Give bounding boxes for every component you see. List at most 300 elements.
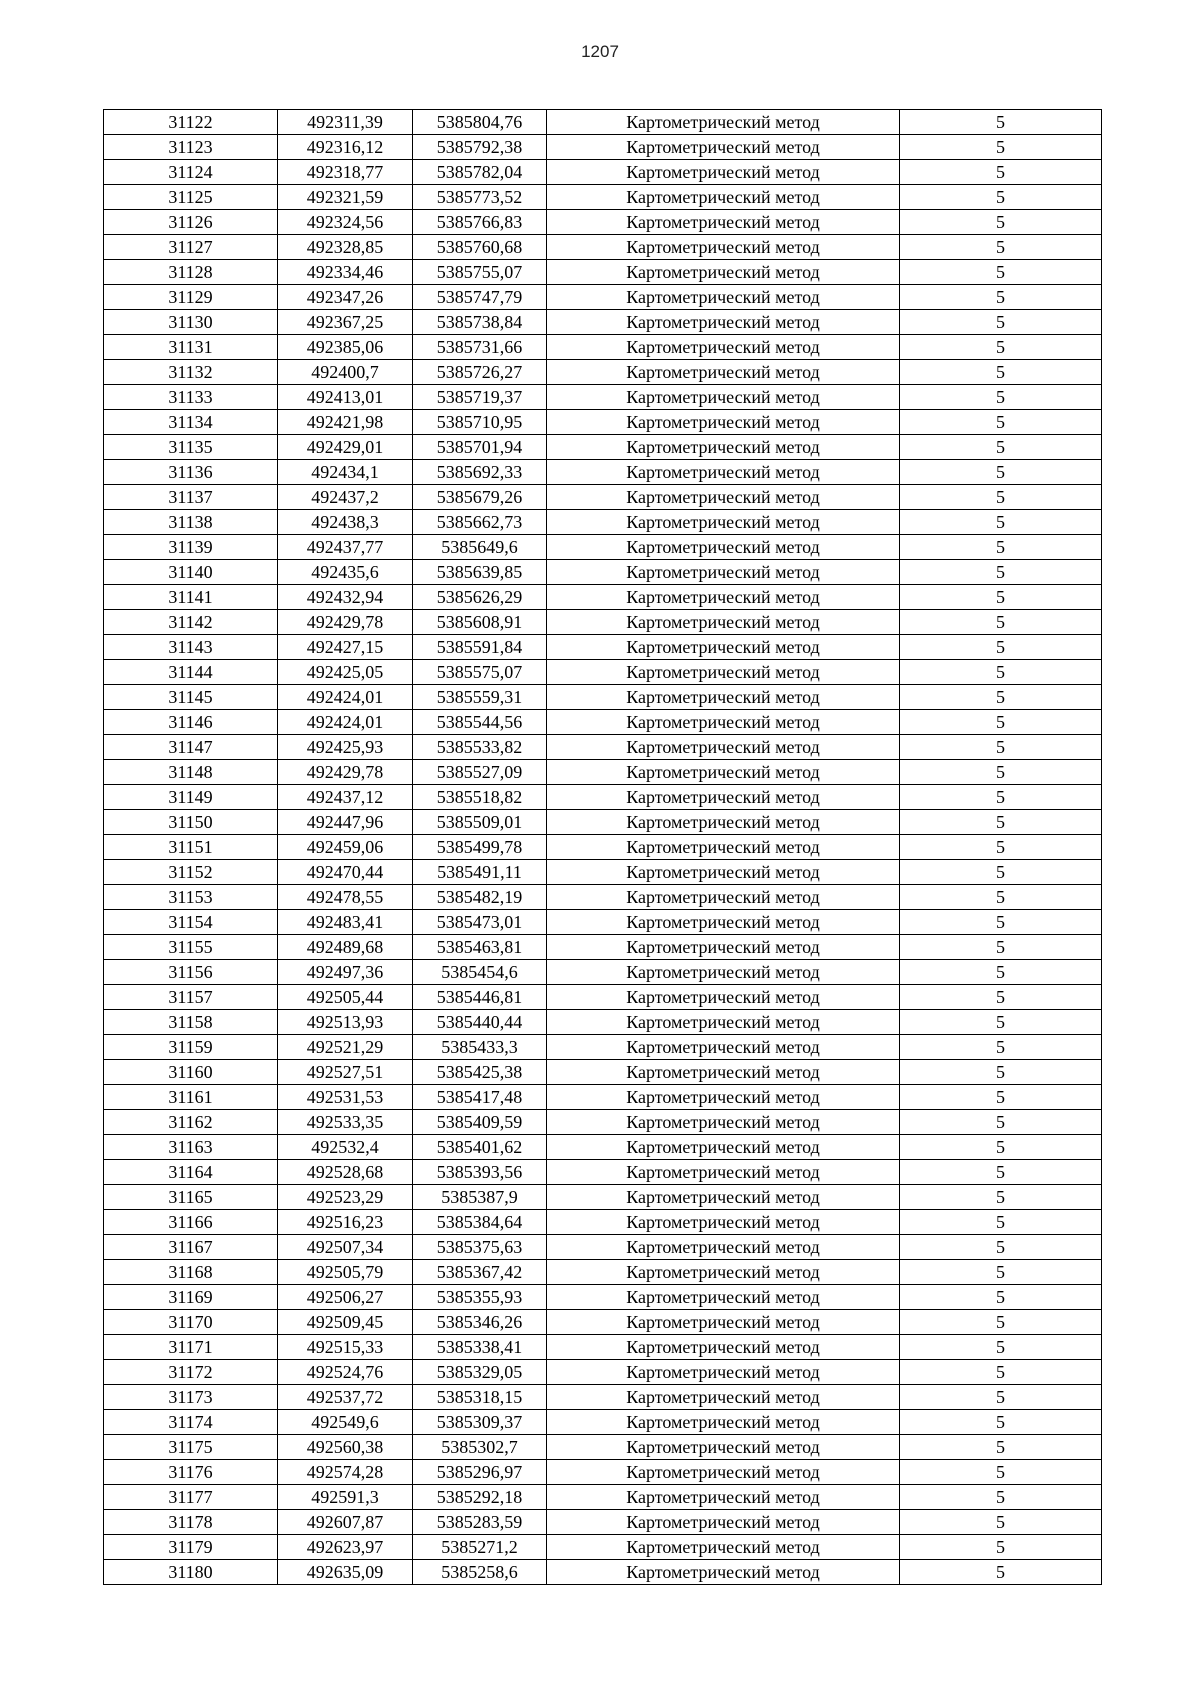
point-number-cell: 31168 — [104, 1260, 278, 1285]
method-cell: Картометрический метод — [547, 535, 900, 560]
accuracy-cell: 5 — [900, 910, 1102, 935]
x-coordinate-cell: 492429,78 — [278, 760, 413, 785]
accuracy-cell: 5 — [900, 1460, 1102, 1485]
x-coordinate-cell: 492432,94 — [278, 585, 413, 610]
y-coordinate-cell: 5385544,56 — [413, 710, 547, 735]
x-coordinate-cell: 492528,68 — [278, 1160, 413, 1185]
x-coordinate-cell: 492324,56 — [278, 210, 413, 235]
x-coordinate-cell: 492470,44 — [278, 860, 413, 885]
x-coordinate-cell: 492635,09 — [278, 1560, 413, 1585]
table-row — [104, 460, 1102, 485]
y-coordinate-cell: 5385533,82 — [413, 735, 547, 760]
method-cell: Картометрический метод — [547, 385, 900, 410]
accuracy-cell: 5 — [900, 1010, 1102, 1035]
y-coordinate-cell: 5385559,31 — [413, 685, 547, 710]
point-number-cell: 31134 — [104, 410, 278, 435]
accuracy-cell: 5 — [900, 760, 1102, 785]
y-coordinate-cell: 5385375,63 — [413, 1235, 547, 1260]
x-coordinate-cell: 492516,23 — [278, 1210, 413, 1235]
table-row — [104, 1135, 1102, 1160]
point-number-cell: 31178 — [104, 1510, 278, 1535]
accuracy-cell: 5 — [900, 410, 1102, 435]
x-coordinate-cell: 492505,44 — [278, 985, 413, 1010]
point-number-cell: 31162 — [104, 1110, 278, 1135]
table-row — [104, 385, 1102, 410]
accuracy-cell: 5 — [900, 860, 1102, 885]
accuracy-cell: 5 — [900, 160, 1102, 185]
method-cell: Картометрический метод — [547, 1260, 900, 1285]
accuracy-cell: 5 — [900, 1410, 1102, 1435]
y-coordinate-cell: 5385760,68 — [413, 235, 547, 260]
method-cell: Картометрический метод — [547, 685, 900, 710]
table-row — [104, 1410, 1102, 1435]
method-cell: Картометрический метод — [547, 1085, 900, 1110]
accuracy-cell: 5 — [900, 960, 1102, 985]
y-coordinate-cell: 5385271,2 — [413, 1535, 547, 1560]
y-coordinate-cell: 5385440,44 — [413, 1010, 547, 1035]
method-cell: Картометрический метод — [547, 360, 900, 385]
point-number-cell: 31180 — [104, 1560, 278, 1585]
accuracy-cell: 5 — [900, 235, 1102, 260]
x-coordinate-cell: 492437,12 — [278, 785, 413, 810]
table-row — [104, 235, 1102, 260]
y-coordinate-cell: 5385409,59 — [413, 1110, 547, 1135]
x-coordinate-cell: 492434,1 — [278, 460, 413, 485]
table-row — [104, 710, 1102, 735]
method-cell: Картометрический метод — [547, 610, 900, 635]
y-coordinate-cell: 5385401,62 — [413, 1135, 547, 1160]
method-cell: Картометрический метод — [547, 910, 900, 935]
point-number-cell: 31151 — [104, 835, 278, 860]
x-coordinate-cell: 492549,6 — [278, 1410, 413, 1435]
x-coordinate-cell: 492607,87 — [278, 1510, 413, 1535]
table-row — [104, 985, 1102, 1010]
table-row — [104, 935, 1102, 960]
point-number-cell: 31159 — [104, 1035, 278, 1060]
y-coordinate-cell: 5385755,07 — [413, 260, 547, 285]
table-row — [104, 1185, 1102, 1210]
point-number-cell: 31155 — [104, 935, 278, 960]
point-number-cell: 31175 — [104, 1435, 278, 1460]
x-coordinate-cell: 492524,76 — [278, 1360, 413, 1385]
y-coordinate-cell: 5385782,04 — [413, 160, 547, 185]
accuracy-cell: 5 — [900, 260, 1102, 285]
accuracy-cell: 5 — [900, 1185, 1102, 1210]
x-coordinate-cell: 492367,25 — [278, 310, 413, 335]
accuracy-cell: 5 — [900, 1085, 1102, 1110]
table-row — [104, 610, 1102, 635]
point-number-cell: 31170 — [104, 1310, 278, 1335]
x-coordinate-cell: 492478,55 — [278, 885, 413, 910]
point-number-cell: 31142 — [104, 610, 278, 635]
x-coordinate-cell: 492427,15 — [278, 635, 413, 660]
x-coordinate-cell: 492560,38 — [278, 1435, 413, 1460]
accuracy-cell: 5 — [900, 535, 1102, 560]
point-number-cell: 31130 — [104, 310, 278, 335]
y-coordinate-cell: 5385738,84 — [413, 310, 547, 335]
method-cell: Картометрический метод — [547, 210, 900, 235]
y-coordinate-cell: 5385491,11 — [413, 860, 547, 885]
accuracy-cell: 5 — [900, 685, 1102, 710]
page-number: 1207 — [581, 42, 619, 61]
accuracy-cell: 5 — [900, 1560, 1102, 1585]
table-row — [104, 760, 1102, 785]
y-coordinate-cell: 5385719,37 — [413, 385, 547, 410]
table-row — [104, 160, 1102, 185]
point-number-cell: 31165 — [104, 1185, 278, 1210]
table-row — [104, 285, 1102, 310]
point-number-cell: 31135 — [104, 435, 278, 460]
point-number-cell: 31154 — [104, 910, 278, 935]
x-coordinate-cell: 492509,45 — [278, 1310, 413, 1335]
y-coordinate-cell: 5385518,82 — [413, 785, 547, 810]
accuracy-cell: 5 — [900, 635, 1102, 660]
y-coordinate-cell: 5385575,07 — [413, 660, 547, 685]
y-coordinate-cell: 5385726,27 — [413, 360, 547, 385]
table-row — [104, 360, 1102, 385]
method-cell: Картометрический метод — [547, 160, 900, 185]
table-row — [104, 110, 1102, 135]
x-coordinate-cell: 492532,4 — [278, 1135, 413, 1160]
accuracy-cell: 5 — [900, 935, 1102, 960]
point-number-cell: 31143 — [104, 635, 278, 660]
table-row — [104, 310, 1102, 335]
y-coordinate-cell: 5385710,95 — [413, 410, 547, 435]
accuracy-cell: 5 — [900, 1060, 1102, 1085]
table-row — [104, 960, 1102, 985]
y-coordinate-cell: 5385393,56 — [413, 1160, 547, 1185]
point-number-cell: 31176 — [104, 1460, 278, 1485]
coordinates-table — [103, 109, 1102, 1585]
point-number-cell: 31126 — [104, 210, 278, 235]
point-number-cell: 31138 — [104, 510, 278, 535]
method-cell: Картометрический метод — [547, 1335, 900, 1360]
point-number-cell: 31145 — [104, 685, 278, 710]
accuracy-cell: 5 — [900, 135, 1102, 160]
x-coordinate-cell: 492531,53 — [278, 1085, 413, 1110]
x-coordinate-cell: 492537,72 — [278, 1385, 413, 1410]
point-number-cell: 31132 — [104, 360, 278, 385]
y-coordinate-cell: 5385346,26 — [413, 1310, 547, 1335]
method-cell: Картометрический метод — [547, 1060, 900, 1085]
table-row — [104, 885, 1102, 910]
method-cell: Картометрический метод — [547, 1160, 900, 1185]
method-cell: Картометрический метод — [547, 285, 900, 310]
x-coordinate-cell: 492334,46 — [278, 260, 413, 285]
point-number-cell: 31179 — [104, 1535, 278, 1560]
method-cell: Картометрический метод — [547, 110, 900, 135]
method-cell: Картометрический метод — [547, 735, 900, 760]
method-cell: Картометрический метод — [547, 135, 900, 160]
y-coordinate-cell: 5385608,91 — [413, 610, 547, 635]
accuracy-cell: 5 — [900, 735, 1102, 760]
x-coordinate-cell: 492429,01 — [278, 435, 413, 460]
x-coordinate-cell: 492316,12 — [278, 135, 413, 160]
point-number-cell: 31129 — [104, 285, 278, 310]
x-coordinate-cell: 492523,29 — [278, 1185, 413, 1210]
point-number-cell: 31173 — [104, 1385, 278, 1410]
table-row — [104, 810, 1102, 835]
y-coordinate-cell: 5385773,52 — [413, 185, 547, 210]
table-row — [104, 1010, 1102, 1035]
x-coordinate-cell: 492438,3 — [278, 510, 413, 535]
table-row — [104, 835, 1102, 860]
x-coordinate-cell: 492321,59 — [278, 185, 413, 210]
method-cell: Картометрический метод — [547, 1560, 900, 1585]
y-coordinate-cell: 5385318,15 — [413, 1385, 547, 1410]
accuracy-cell: 5 — [900, 1510, 1102, 1535]
table-row — [104, 660, 1102, 685]
y-coordinate-cell: 5385731,66 — [413, 335, 547, 360]
y-coordinate-cell: 5385302,7 — [413, 1435, 547, 1460]
table-row — [104, 335, 1102, 360]
accuracy-cell: 5 — [900, 1160, 1102, 1185]
table-row — [104, 585, 1102, 610]
table-row — [104, 735, 1102, 760]
table-row — [104, 1360, 1102, 1385]
method-cell: Картометрический метод — [547, 760, 900, 785]
y-coordinate-cell: 5385355,93 — [413, 1285, 547, 1310]
method-cell: Картометрический метод — [547, 885, 900, 910]
method-cell: Картометрический метод — [547, 960, 900, 985]
table-row — [104, 1460, 1102, 1485]
x-coordinate-cell: 492413,01 — [278, 385, 413, 410]
x-coordinate-cell: 492447,96 — [278, 810, 413, 835]
accuracy-cell: 5 — [900, 435, 1102, 460]
table-row — [104, 1210, 1102, 1235]
method-cell: Картометрический метод — [547, 860, 900, 885]
point-number-cell: 31136 — [104, 460, 278, 485]
point-number-cell: 31169 — [104, 1285, 278, 1310]
table-row — [104, 635, 1102, 660]
point-number-cell: 31152 — [104, 860, 278, 885]
point-number-cell: 31158 — [104, 1010, 278, 1035]
y-coordinate-cell: 5385338,41 — [413, 1335, 547, 1360]
y-coordinate-cell: 5385367,42 — [413, 1260, 547, 1285]
y-coordinate-cell: 5385649,6 — [413, 535, 547, 560]
method-cell: Картометрический метод — [547, 260, 900, 285]
x-coordinate-cell: 492311,39 — [278, 110, 413, 135]
y-coordinate-cell: 5385679,26 — [413, 485, 547, 510]
x-coordinate-cell: 492591,3 — [278, 1485, 413, 1510]
y-coordinate-cell: 5385292,18 — [413, 1485, 547, 1510]
method-cell: Картометрический метод — [547, 835, 900, 860]
method-cell: Картометрический метод — [547, 1460, 900, 1485]
table-row — [104, 1385, 1102, 1410]
y-coordinate-cell: 5385527,09 — [413, 760, 547, 785]
point-number-cell: 31123 — [104, 135, 278, 160]
point-number-cell: 31144 — [104, 660, 278, 685]
x-coordinate-cell: 492497,36 — [278, 960, 413, 985]
method-cell: Картометрический метод — [547, 1385, 900, 1410]
point-number-cell: 31131 — [104, 335, 278, 360]
accuracy-cell: 5 — [900, 1435, 1102, 1460]
y-coordinate-cell: 5385387,9 — [413, 1185, 547, 1210]
y-coordinate-cell: 5385662,73 — [413, 510, 547, 535]
accuracy-cell: 5 — [900, 1310, 1102, 1335]
table-row — [104, 1510, 1102, 1535]
table-row — [104, 685, 1102, 710]
point-number-cell: 31148 — [104, 760, 278, 785]
method-cell: Картометрический метод — [547, 485, 900, 510]
table-row — [104, 1535, 1102, 1560]
x-coordinate-cell: 492400,7 — [278, 360, 413, 385]
point-number-cell: 31166 — [104, 1210, 278, 1235]
x-coordinate-cell: 492623,97 — [278, 1535, 413, 1560]
accuracy-cell: 5 — [900, 1535, 1102, 1560]
x-coordinate-cell: 492429,78 — [278, 610, 413, 635]
x-coordinate-cell: 492435,6 — [278, 560, 413, 585]
y-coordinate-cell: 5385454,6 — [413, 960, 547, 985]
x-coordinate-cell: 492385,06 — [278, 335, 413, 360]
point-number-cell: 31147 — [104, 735, 278, 760]
method-cell: Картометрический метод — [547, 985, 900, 1010]
accuracy-cell: 5 — [900, 360, 1102, 385]
x-coordinate-cell: 492507,34 — [278, 1235, 413, 1260]
y-coordinate-cell: 5385692,33 — [413, 460, 547, 485]
table-row — [104, 1560, 1102, 1585]
method-cell: Картометрический метод — [547, 810, 900, 835]
method-cell: Картометрический метод — [547, 710, 900, 735]
accuracy-cell: 5 — [900, 285, 1102, 310]
table-row — [104, 785, 1102, 810]
y-coordinate-cell: 5385792,38 — [413, 135, 547, 160]
method-cell: Картометрический метод — [547, 585, 900, 610]
point-number-cell: 31153 — [104, 885, 278, 910]
table-row — [104, 1285, 1102, 1310]
point-number-cell: 31146 — [104, 710, 278, 735]
point-number-cell: 31174 — [104, 1410, 278, 1435]
accuracy-cell: 5 — [900, 335, 1102, 360]
accuracy-cell: 5 — [900, 560, 1102, 585]
method-cell: Картометрический метод — [547, 660, 900, 685]
point-number-cell: 31172 — [104, 1360, 278, 1385]
accuracy-cell: 5 — [900, 1135, 1102, 1160]
method-cell: Картометрический метод — [547, 1135, 900, 1160]
table-row — [104, 535, 1102, 560]
y-coordinate-cell: 5385591,84 — [413, 635, 547, 660]
point-number-cell: 31161 — [104, 1085, 278, 1110]
method-cell: Картометрический метод — [547, 1185, 900, 1210]
point-number-cell: 31128 — [104, 260, 278, 285]
method-cell: Картометрический метод — [547, 1510, 900, 1535]
y-coordinate-cell: 5385482,19 — [413, 885, 547, 910]
method-cell: Картометрический метод — [547, 1210, 900, 1235]
table-row — [104, 1435, 1102, 1460]
method-cell: Картометрический метод — [547, 635, 900, 660]
method-cell: Картометрический метод — [547, 1435, 900, 1460]
table-row — [104, 1085, 1102, 1110]
x-coordinate-cell: 492489,68 — [278, 935, 413, 960]
method-cell: Картометрический метод — [547, 310, 900, 335]
method-cell: Картометрический метод — [547, 335, 900, 360]
table-row — [104, 560, 1102, 585]
point-number-cell: 31156 — [104, 960, 278, 985]
accuracy-cell: 5 — [900, 485, 1102, 510]
y-coordinate-cell: 5385509,01 — [413, 810, 547, 835]
y-coordinate-cell: 5385296,97 — [413, 1460, 547, 1485]
accuracy-cell: 5 — [900, 1235, 1102, 1260]
y-coordinate-cell: 5385463,81 — [413, 935, 547, 960]
x-coordinate-cell: 492506,27 — [278, 1285, 413, 1310]
x-coordinate-cell: 492424,01 — [278, 710, 413, 735]
table-row — [104, 910, 1102, 935]
y-coordinate-cell: 5385283,59 — [413, 1510, 547, 1535]
accuracy-cell: 5 — [900, 835, 1102, 860]
accuracy-cell: 5 — [900, 785, 1102, 810]
table-row — [104, 135, 1102, 160]
x-coordinate-cell: 492425,93 — [278, 735, 413, 760]
x-coordinate-cell: 492521,29 — [278, 1035, 413, 1060]
accuracy-cell: 5 — [900, 310, 1102, 335]
point-number-cell: 31163 — [104, 1135, 278, 1160]
coordinates-table-body — [104, 110, 1102, 1585]
point-number-cell: 31171 — [104, 1335, 278, 1360]
accuracy-cell: 5 — [900, 1485, 1102, 1510]
table-row — [104, 410, 1102, 435]
table-row — [104, 510, 1102, 535]
table-row — [104, 1335, 1102, 1360]
x-coordinate-cell: 492505,79 — [278, 1260, 413, 1285]
point-number-cell: 31137 — [104, 485, 278, 510]
point-number-cell: 31124 — [104, 160, 278, 185]
point-number-cell: 31140 — [104, 560, 278, 585]
x-coordinate-cell: 492318,77 — [278, 160, 413, 185]
accuracy-cell: 5 — [900, 110, 1102, 135]
table-row — [104, 1485, 1102, 1510]
method-cell: Картометрический метод — [547, 1285, 900, 1310]
table-row — [104, 185, 1102, 210]
method-cell: Картометрический метод — [547, 1235, 900, 1260]
y-coordinate-cell: 5385747,79 — [413, 285, 547, 310]
y-coordinate-cell: 5385473,01 — [413, 910, 547, 935]
x-coordinate-cell: 492437,77 — [278, 535, 413, 560]
y-coordinate-cell: 5385626,29 — [413, 585, 547, 610]
accuracy-cell: 5 — [900, 185, 1102, 210]
accuracy-cell: 5 — [900, 985, 1102, 1010]
accuracy-cell: 5 — [900, 710, 1102, 735]
x-coordinate-cell: 492347,26 — [278, 285, 413, 310]
accuracy-cell: 5 — [900, 1285, 1102, 1310]
table-row — [104, 1110, 1102, 1135]
x-coordinate-cell: 492515,33 — [278, 1335, 413, 1360]
point-number-cell: 31122 — [104, 110, 278, 135]
point-number-cell: 31139 — [104, 535, 278, 560]
method-cell: Картометрический метод — [547, 1535, 900, 1560]
accuracy-cell: 5 — [900, 1385, 1102, 1410]
method-cell: Картометрический метод — [547, 1110, 900, 1135]
table-row — [104, 1060, 1102, 1085]
method-cell: Картометрический метод — [547, 235, 900, 260]
method-cell: Картометрический метод — [547, 1010, 900, 1035]
method-cell: Картометрический метод — [547, 935, 900, 960]
table-row — [104, 260, 1102, 285]
method-cell: Картометрический метод — [547, 560, 900, 585]
y-coordinate-cell: 5385804,76 — [413, 110, 547, 135]
accuracy-cell: 5 — [900, 210, 1102, 235]
x-coordinate-cell: 492424,01 — [278, 685, 413, 710]
accuracy-cell: 5 — [900, 1035, 1102, 1060]
x-coordinate-cell: 492421,98 — [278, 410, 413, 435]
y-coordinate-cell: 5385425,38 — [413, 1060, 547, 1085]
point-number-cell: 31157 — [104, 985, 278, 1010]
point-number-cell: 31164 — [104, 1160, 278, 1185]
accuracy-cell: 5 — [900, 385, 1102, 410]
method-cell: Картометрический метод — [547, 1035, 900, 1060]
accuracy-cell: 5 — [900, 610, 1102, 635]
accuracy-cell: 5 — [900, 885, 1102, 910]
method-cell: Картометрический метод — [547, 460, 900, 485]
